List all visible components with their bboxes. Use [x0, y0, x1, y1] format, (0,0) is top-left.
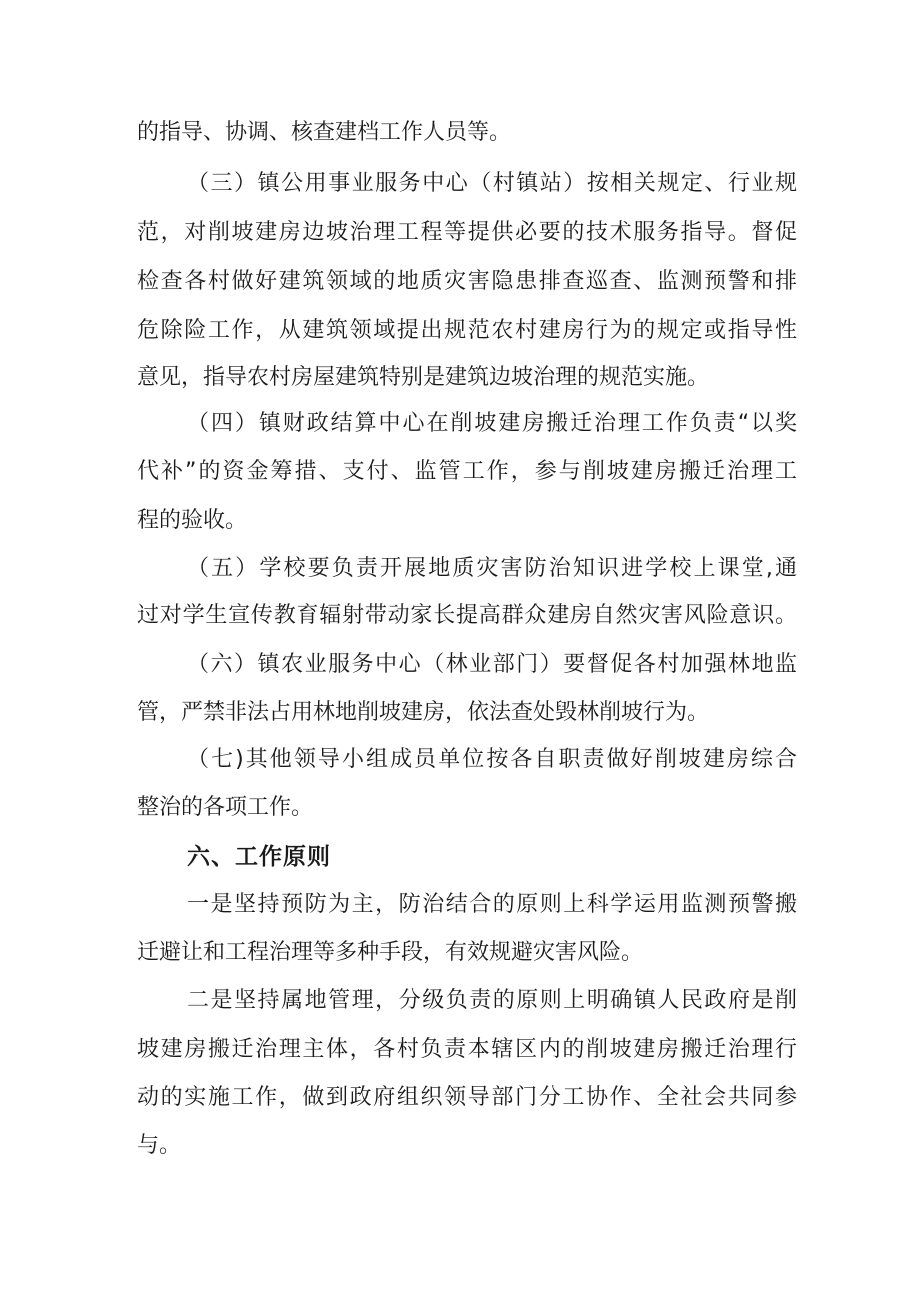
- paragraph-line: （七)其他领导小组成员单位按各自职责做好削坡建房综合: [187, 747, 797, 772]
- paragraph-line: 坡建房搬迁治理主体，各村负责本辖区内的削坡建房搬迁治理行: [137, 1037, 797, 1062]
- paragraph-line: 程的验收。: [137, 508, 248, 533]
- paragraph-line: （五）学校要负责开展地质灾害防治知识进学校上课堂,通: [187, 556, 797, 581]
- paragraph-line: （六）镇农业服务中心（林业部门）要督促各村加强林地监: [187, 652, 797, 677]
- paragraph-line: 过对学生宣传教育辐射带动家长提高群众建房自然灾害风险意识。: [137, 603, 797, 628]
- paragraph-line: 的指导、协调、核查建档工作人员等。: [137, 120, 512, 145]
- paragraph-line: 意见，指导农村房屋建筑特别是建筑边坡治理的规范实施。: [137, 365, 710, 390]
- paragraph-line: 危除险工作，从建筑领域提出规范农村建房行为的规定或指导性: [137, 318, 797, 343]
- paragraph-line: 与。: [137, 1133, 182, 1158]
- paragraph-line: 整治的各项工作。: [137, 795, 314, 820]
- paragraph-line: 迁避让和工程治理等多种手段，有效规避灾害风险。: [137, 940, 644, 965]
- paragraph-line: 代补”的资金筹措、支付、监管工作，参与削坡建房搬迁治理工: [137, 459, 797, 484]
- paragraph-line: 管，严禁非法占用林地削坡建房，依法查处毁林削坡行为。: [137, 700, 710, 725]
- section-heading: 六、工作原则: [187, 844, 331, 870]
- paragraph-line: 检查各村做好建筑领域的地质灾害隐患排查巡查、监测预警和排: [137, 269, 797, 294]
- paragraph-line: 动的实施工作，做到政府组织领导部门分工协作、全社会共同参: [137, 1085, 797, 1110]
- paragraph-line: 一是坚持预防为主，防治结合的原则上科学运用监测预警搬: [187, 892, 797, 917]
- paragraph-line: 二是坚持属地管理，分级负责的原则上明确镇人民政府是削: [187, 988, 797, 1013]
- paragraph-line: （四）镇财政结算中心在削坡建房搬迁治理工作负责“以奖: [187, 411, 797, 436]
- paragraph-line: （三）镇公用事业服务中心（村镇站）按相关规定、行业规: [187, 171, 797, 196]
- paragraph-line: 范，对削坡建房边坡治理工程等提供必要的技术服务指导。督促: [137, 220, 797, 245]
